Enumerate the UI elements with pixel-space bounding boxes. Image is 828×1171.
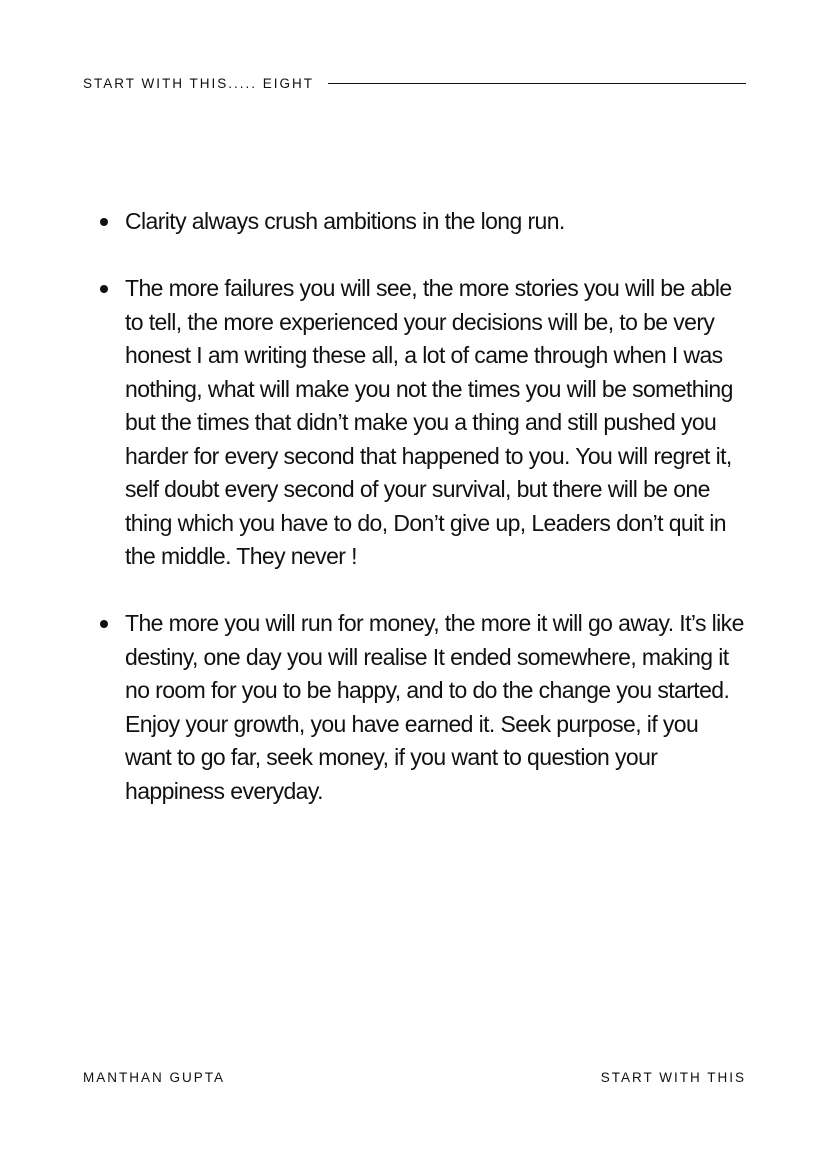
bullet-item	[98, 205, 748, 239]
footer-book-title: START WITH THIS	[600, 1070, 746, 1085]
bullet-text: Clarity always crush ambitions in the long run.	[125, 208, 565, 234]
bullet-dot-icon	[100, 620, 108, 628]
bullet-list	[98, 205, 748, 842]
bullet-dot-icon	[100, 285, 108, 293]
header-rule	[328, 83, 746, 84]
footer-author: MANTHAN GUPTA	[83, 1070, 226, 1085]
header-title: START WITH THIS..... EIGHT	[83, 75, 315, 91]
bullet-text: The more you will run for money, the more it will go away. It’s like destiny, one day you will realise It ended somewhere, making it no room for you to be happy, and to do the change you started. Enjoy your growth, you have earned it. Seek purpose, if you want to go far, seek money, if you want to question your happiness everyday.	[125, 610, 744, 804]
bullet-item	[98, 272, 748, 574]
bullet-item	[98, 607, 748, 808]
page-header	[83, 74, 746, 92]
bullet-dot-icon	[100, 218, 108, 226]
bullet-text: The more failures you will see, the more stories you will be able to tell, the more experienced your decisions will be, to be very honest I am writing these all, a lot of came through when I was nothing, what will make you not the times you will be something but the times that didn’t make you a thing and still pushed you harder for every second that happened to you. You will regret it, self doubt every second of your survival, but there will be one thing which you have to do, Don’t give up, Leaders don’t quit in the middle. They never !	[125, 275, 733, 569]
